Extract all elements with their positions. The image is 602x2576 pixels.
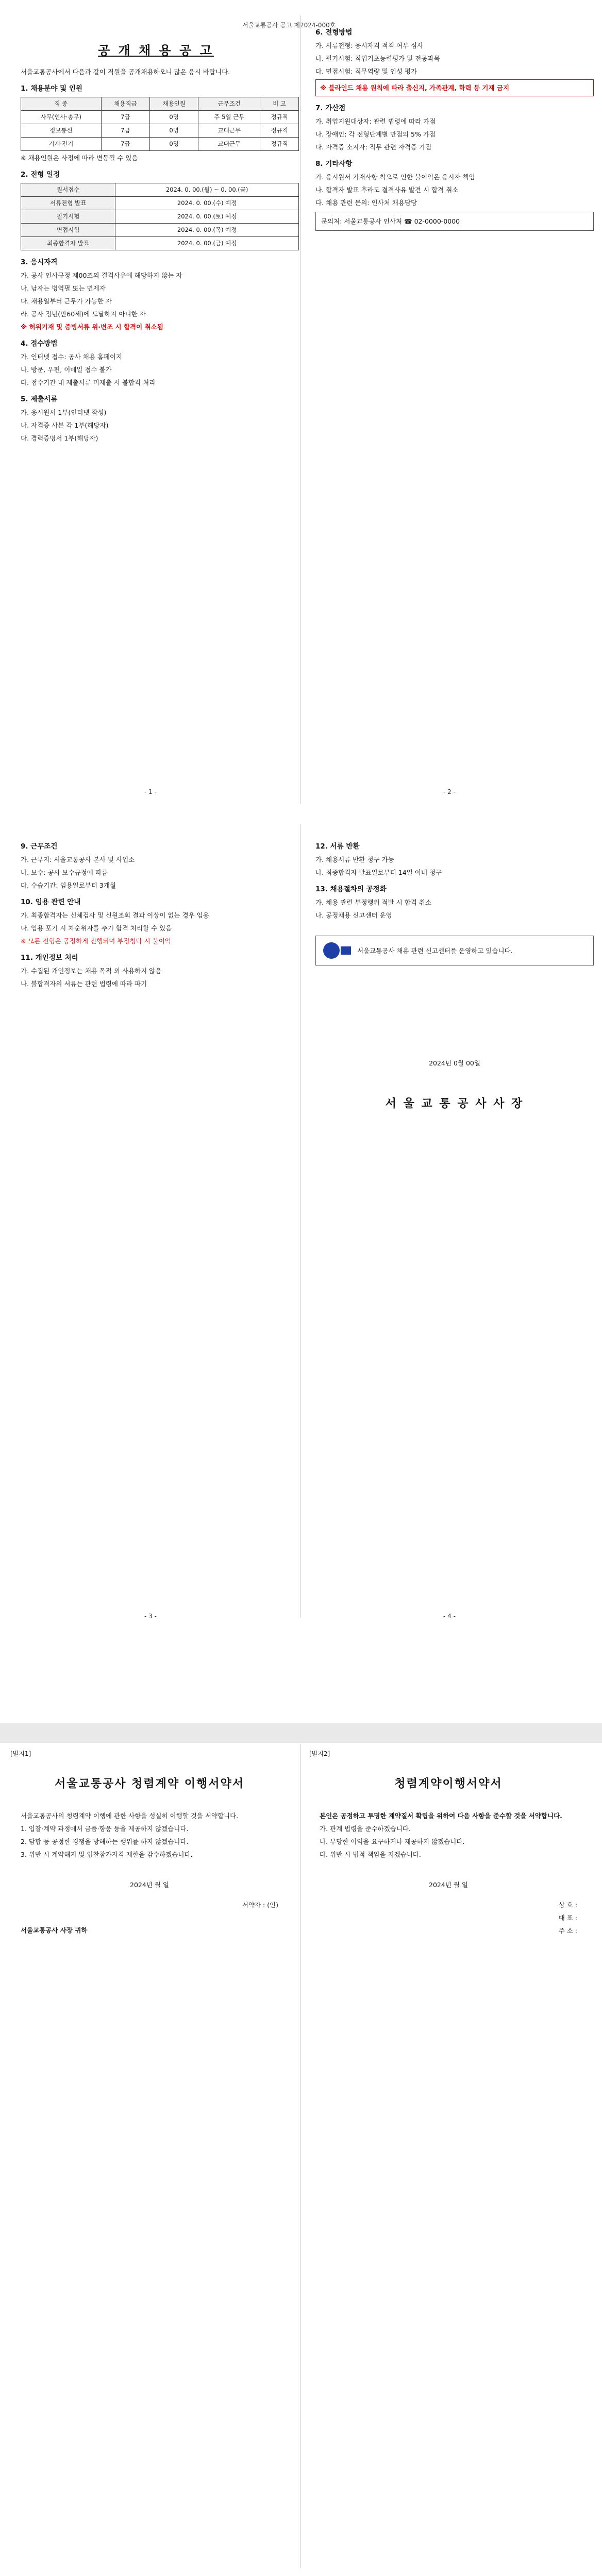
org-logo-icon	[321, 940, 352, 961]
table-row	[21, 138, 299, 151]
table-cell: 서류전형 발표	[21, 197, 115, 210]
table-cell: 0명	[149, 111, 198, 124]
table-cell: 7급	[101, 111, 149, 124]
form-signature: 서약자 : (인)	[242, 1901, 278, 1909]
column-3	[21, 835, 299, 992]
page-title: 공 개 채 용 공 고	[98, 43, 214, 58]
section-4-title: 4. 접수방법	[21, 340, 58, 348]
list-item: 다. 면접시험: 직무역량 및 인성 평가	[315, 67, 417, 75]
list-item: 가. 관계 법령을 준수하겠습니다.	[320, 1825, 411, 1833]
blind-hiring-notice: ※ 블라인드 채용 원칙에 따라 출신지, 가족관계, 학력 등 기재 금지	[315, 79, 594, 96]
section-11-title: 11. 개인정보 처리	[21, 954, 78, 962]
section-5-title: 5. 제출서류	[21, 395, 58, 403]
table-cell: 정규직	[260, 111, 299, 124]
form-body	[320, 1811, 577, 1939]
list-item: 나. 최종합격자 발표일로부터 14일 이내 청구	[315, 869, 442, 876]
section-13-title: 13. 채용절차의 공정화	[315, 885, 387, 893]
list-item: 다. 자격증 소지자: 직무 관련 자격증 가점	[315, 143, 432, 151]
section-8-title: 8. 기타사항	[315, 160, 353, 168]
table-cell: 교대근무	[198, 124, 260, 138]
page-number: - 4 -	[443, 1613, 456, 1620]
table-cell: 정규직	[260, 138, 299, 151]
list-item: 나. 합격자 발표 후라도 결격사유 발견 시 합격 취소	[315, 186, 459, 194]
form-tag: [별지1]	[10, 1750, 31, 1757]
list-item: 3. 위반 시 계약해지 및 입찰참가자격 제한을 감수하겠습니다.	[21, 1851, 193, 1858]
list-item: 다. 위반 시 법적 책임을 지겠습니다.	[320, 1851, 421, 1858]
table-row	[21, 183, 299, 197]
page-number: - 1 -	[144, 788, 157, 795]
form-date: 2024년 월 일	[130, 1881, 169, 1889]
contact-box: 문의처: 서울교통공사 인사처 ☎ 02-0000-0000	[315, 212, 594, 231]
list-item: 나. 공정채용 신고센터 운영	[315, 911, 392, 919]
table-cell: 2024. 0. 00.(토) 예정	[115, 210, 299, 224]
list-item: 다. 채용일부터 근무가 가능한 자	[21, 297, 112, 305]
schedule-table	[21, 183, 299, 250]
column-divider	[300, 824, 301, 1618]
table-row	[21, 210, 299, 224]
warning-note: ※ 허위기재 및 증빙서류 위·변조 시 합격이 취소됨	[21, 323, 163, 331]
form-text: 서울교통공사의 청렴계약 이행에 관한 사항을 성실히 이행할 것을 서약합니다.	[21, 1812, 239, 1820]
list-item: 가. 채용 관련 부정행위 적발 시 합격 취소	[315, 899, 431, 906]
table-row	[21, 197, 299, 210]
intro-text: 서울교통공사에서 다음과 같이 직원을 공개채용하오니 많은 응시 바랍니다.	[21, 68, 230, 76]
section-2-title: 2. 전형 일정	[21, 171, 60, 179]
table-cell: 0명	[149, 124, 198, 138]
list-item: 나. 부당한 이익을 요구하거나 제공하지 않겠습니다.	[320, 1838, 465, 1845]
form-1	[0, 1744, 602, 2573]
table-head: 채용직급	[101, 97, 149, 111]
list-item: 2. 담합 등 공정한 경쟁을 방해하는 행위를 하지 않겠습니다.	[21, 1838, 189, 1845]
table-head: 직 종	[21, 97, 102, 111]
sign-label: 대 표 :	[558, 1914, 577, 1922]
page-number: - 3 -	[144, 1613, 157, 1620]
list-item: 나. 필기시험: 직업기초능력평가 및 전공과목	[315, 55, 440, 62]
form-body	[21, 1811, 278, 1938]
form-date: 2024년 월 일	[429, 1881, 468, 1889]
recruit-table	[21, 97, 299, 151]
list-item: 가. 취업지원대상자: 관련 법령에 따라 가점	[315, 117, 436, 125]
table-row	[21, 124, 299, 138]
section-1-title: 1. 채용분야 및 인원	[21, 84, 82, 93]
list-item: 가. 응시원서 기재사항 착오로 인한 불이익은 응시자 책임	[315, 173, 475, 181]
table-cell: 0명	[149, 138, 198, 151]
list-item: 가. 서류전형: 응시자격 적격 여부 심사	[315, 42, 424, 49]
table-row	[21, 224, 299, 237]
list-item: 나. 남자는 병역필 또는 면제자	[21, 284, 106, 292]
page-number: - 2 -	[443, 788, 456, 795]
page-separator	[0, 1723, 602, 1743]
list-item: 나. 장애인: 각 전형단계별 만점의 5% 가점	[315, 130, 436, 138]
list-item: 나. 임용 포기 시 차순위자를 추가 합격 처리할 수 있음	[21, 924, 172, 932]
form-title: 청렴계약이행서약서	[394, 1777, 503, 1790]
table-cell: 2024. 0. 00.(월) ~ 0. 00.(금)	[115, 183, 299, 197]
closing-date: 2024년 0월 00일	[429, 1059, 480, 1067]
table-head: 채용인원	[149, 97, 198, 111]
table-cell: 필기시험	[21, 210, 115, 224]
table-cell: 면접시험	[21, 224, 115, 237]
list-item: 가. 근무지: 서울교통공사 본사 및 사업소	[21, 856, 135, 863]
list-item: 다. 수습기간: 임용일로부터 3개월	[21, 882, 116, 889]
table-cell: 최종합격자 발표	[21, 237, 115, 250]
issuer-name: 서 울 교 통 공 사 사 장	[385, 1097, 524, 1110]
section-12-title: 12. 서류 반환	[315, 842, 360, 851]
table-cell: 7급	[101, 124, 149, 138]
section-9-title: 9. 근무조건	[21, 842, 58, 851]
table-cell: 교대근무	[198, 138, 260, 151]
table-cell: 2024. 0. 00.(목) 예정	[115, 224, 299, 237]
list-item: 나. 보수: 공사 보수규정에 따름	[21, 869, 108, 876]
report-center-text: 서울교통공사 채용 관련 신고센터를 운영하고 있습니다.	[357, 946, 513, 955]
table-row	[21, 111, 299, 124]
table-cell: 정규직	[260, 124, 299, 138]
table-head: 근무조건	[198, 97, 260, 111]
list-item: 1. 입찰·계약 과정에서 금품·향응 등을 제공하지 않겠습니다.	[21, 1825, 189, 1833]
list-item: 나. 불합격자의 서류는 관련 법령에 따라 파기	[21, 980, 147, 988]
warning-note: ※ 모든 전형은 공정하게 진행되며 부정청탁 시 불이익	[21, 937, 171, 945]
list-item: 다. 채용 관련 문의: 인사처 채용담당	[315, 199, 417, 207]
table-cell: 원서접수	[21, 183, 115, 197]
list-item: 다. 접수기간 내 제출서류 미제출 시 불합격 처리	[21, 379, 156, 386]
list-item: 나. 자격증 사본 각 1부(해당자)	[21, 421, 109, 429]
table-note: ※ 채용인원은 사정에 따라 변동될 수 있음	[21, 154, 138, 162]
list-item: 가. 공사 인사규정 제00조의 결격사유에 해당하지 않는 자	[21, 272, 182, 279]
report-center-box	[315, 936, 594, 965]
table-cell: 2024. 0. 00.(수) 예정	[115, 197, 299, 210]
list-item: 가. 채용서류 반환 청구 가능	[315, 856, 394, 863]
list-item: 가. 수집된 개인정보는 채용 목적 외 사용하지 않음	[21, 967, 162, 975]
sign-label: 주 소 :	[558, 1927, 577, 1935]
list-item: 가. 응시원서 1부(인터넷 작성)	[21, 409, 107, 416]
list-item: 가. 인터넷 접수: 공사 채용 홈페이지	[21, 353, 123, 361]
table-cell: 정보통신	[21, 124, 102, 138]
list-item: 다. 경력증명서 1부(해당자)	[21, 434, 98, 442]
section-3-title: 3. 응시자격	[21, 258, 58, 266]
table-cell: 2024. 0. 00.(금) 예정	[115, 237, 299, 250]
column-2	[315, 21, 594, 235]
form-recipient: 서울교통공사 사장 귀하	[21, 1926, 88, 1934]
sign-label: 상 호 :	[558, 1901, 577, 1909]
section-7-title: 7. 가산점	[315, 104, 346, 112]
column-divider	[300, 15, 301, 804]
table-head: 비 고	[260, 97, 299, 111]
section-6-title: 6. 전형방법	[315, 28, 353, 37]
form-tag: [별지2]	[309, 1750, 330, 1757]
table-cell: 7급	[101, 138, 149, 151]
section-10-title: 10. 임용 관련 안내	[21, 898, 81, 906]
column-1	[21, 67, 299, 446]
table-row	[21, 237, 299, 250]
form-title: 서울교통공사 청렴계약 이행서약서	[54, 1777, 245, 1790]
table-cell: 주 5일 근무	[198, 111, 260, 124]
table-cell: 사무(인사·총무)	[21, 111, 102, 124]
list-item: 라. 공사 정년(만60세)에 도달하지 아니한 자	[21, 310, 146, 318]
list-item: 가. 최종합격자는 신체검사 및 신원조회 결과 이상이 없는 경우 임용	[21, 911, 209, 919]
doc-ref: 서울교통공사 공고 제2024-000호	[242, 22, 336, 29]
list-item: 나. 방문, 우편, 이메일 접수 불가	[21, 366, 112, 374]
table-cell: 기계·전기	[21, 138, 102, 151]
column-divider	[300, 1744, 301, 2568]
form-text: 본인은 공정하고 투명한 계약질서 확립을 위하여 다음 사항을 준수할 것을 서약합니다.	[320, 1812, 562, 1820]
column-4	[315, 835, 594, 1109]
